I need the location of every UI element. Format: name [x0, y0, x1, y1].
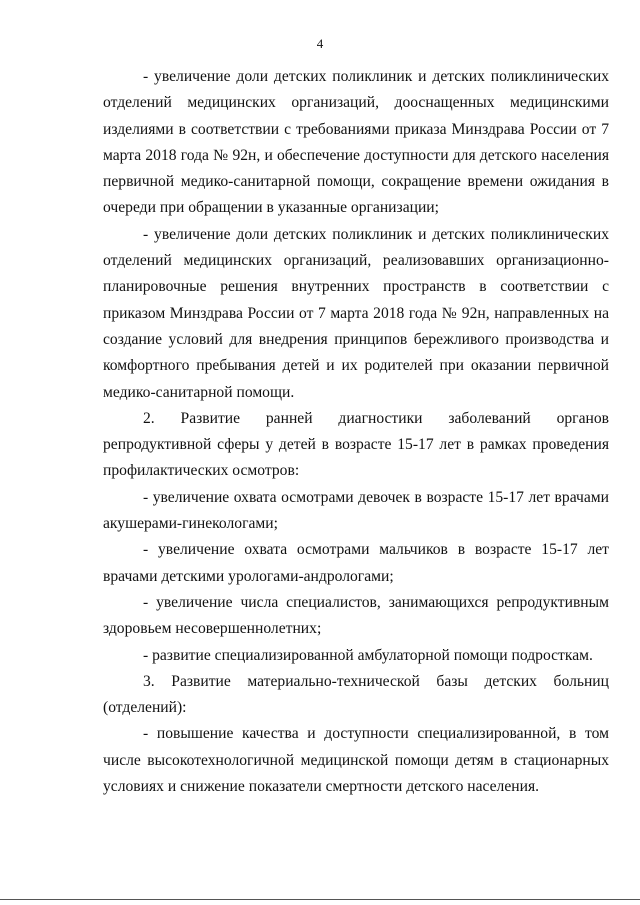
- paragraph-7: - развитие специализированной амбулаторной помощи подросткам.: [143, 646, 593, 664]
- page-number: 4: [316, 36, 324, 51]
- paragraph-8: 3. Развитие материально-технической базы детских больниц (отделений):: [103, 672, 609, 717]
- document-body: [103, 64, 609, 800]
- bottom-scan-edge: [0, 899, 640, 900]
- paragraph-9: - повышение качества и доступности специализированной, в том числе высокотехнологичной медицинской помощи детям в стационарных условиях и снижение показатели смертности детского населения.: [103, 725, 609, 796]
- paragraph-2: - увеличение доли детских поликлиник и детских поликлинических отделений медицинских организаций, реализовавших организационно-планировочные решения внутренних пространств в соответствии с приказом Минздрава России от 7 марта 2018 года № 92н, направленных на создание условий для внедрения принципов бережливого производства и комфортного пребывания детей и их родителей при оказании первичной медико-санитарной помощи.: [103, 225, 609, 401]
- paragraph-5: - увеличение охвата осмотрами мальчиков в возрасте 15-17 лет врачами детскими урологами-андрологами;: [103, 541, 609, 585]
- paragraph-3: 2. Развитие ранней диагностики заболеваний органов репродуктивной сферы у детей в возрасте 15-17 лет в рамках проведения профилактических осмотров:: [103, 409, 609, 480]
- paragraph-6: - увеличение числа специалистов, занимающихся репродуктивным здоровьем несовершеннолетних;: [103, 593, 609, 638]
- paragraph-4: - увеличение охвата осмотрами девочек в возрасте 15-17 лет врачами акушерами-гинекологами;: [103, 488, 609, 533]
- paragraph-1: - увеличение доли детских поликлиник и детских поликлинических отделений медицинских организаций, дооснащенных медицинскими изделиями в соответствии с требованиями приказа Минздрава России от 7 марта 2018 года № 92н, и обеспечение доступности для детского населения первичной медико-санитарной помощи, сокращение времени ожидания в очереди при обращении в указанные организации;: [103, 68, 609, 217]
